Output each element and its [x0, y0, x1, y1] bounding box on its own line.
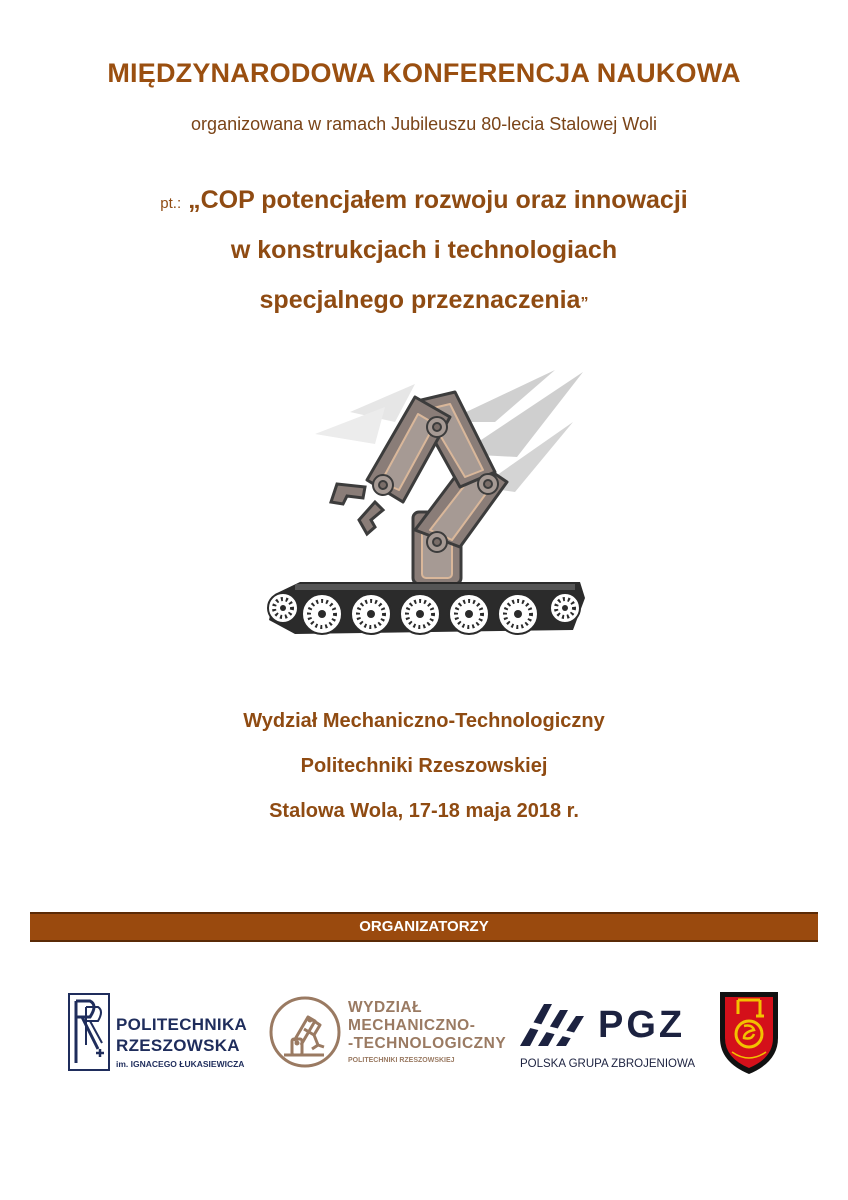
topic-line-2: w konstrukcjach i technologiach	[230, 236, 618, 264]
topic-line-1	[0, 186, 848, 215]
logo-pgz-title: PGZ	[598, 1004, 686, 1046]
topic-prefix: pt.:	[160, 195, 182, 212]
logo-politechnika-rzeszowska	[68, 993, 268, 1073]
logo-pr-line-2: RZESZOWSKA	[116, 1036, 240, 1055]
university-name: Politechniki Rzeszowskiej	[300, 755, 548, 777]
logo-pr-line-1: POLITECHNIKA	[116, 1015, 248, 1034]
topic-line-1-text: COP potencjałem rozwoju oraz innowacji	[200, 186, 688, 214]
conference-subtitle: organizowana w ramach Jubileuszu 80-lecia Stalowej Woli	[191, 114, 657, 134]
pgz-chevrons-icon	[518, 1000, 590, 1050]
place-and-date: Stalowa Wola, 17-18 maja 2018 r.	[269, 800, 579, 822]
topic-open-quote: „	[188, 186, 201, 214]
logo-wmt-line-4: POLITECHNIKI RZESZOWSKIEJ	[348, 1057, 455, 1064]
logo-wmt-line-2: MECHANICZNO-	[348, 1017, 476, 1034]
logo-wmt-line-1: WYDZIAŁ	[348, 999, 423, 1016]
topic-line-3	[0, 286, 848, 315]
organizers-heading: ORGANIZATORZY	[30, 912, 818, 942]
stalowa-wola-crest-icon	[716, 986, 782, 1076]
robot-arm-circle-emblem-icon	[268, 995, 342, 1069]
conference-title: MIĘDZYNARODOWA KONFERENCJA NAUKOWA	[107, 58, 741, 88]
robot-tank-illustration-icon	[255, 362, 595, 652]
logo-pr-line-3: im. IGNACEGO ŁUKASIEWICZA	[116, 1059, 245, 1069]
faculty-name: Wydział Mechaniczno-Technologiczny	[243, 710, 605, 732]
logo-pgz-subtitle: POLSKA GRUPA ZBROJENIOWA	[520, 1058, 696, 1070]
topic-line-3-text: specjalnego przeznaczenia	[259, 286, 581, 314]
logo-wmt-line-3: -TECHNOLOGICZNY	[348, 1035, 507, 1052]
topic-close-quote: ”	[580, 295, 589, 312]
logo-pgz	[518, 1000, 708, 1075]
logo-wydzial-mechaniczno-technologiczny	[268, 995, 518, 1075]
politechnika-rzeszowska-emblem-icon	[68, 993, 110, 1071]
